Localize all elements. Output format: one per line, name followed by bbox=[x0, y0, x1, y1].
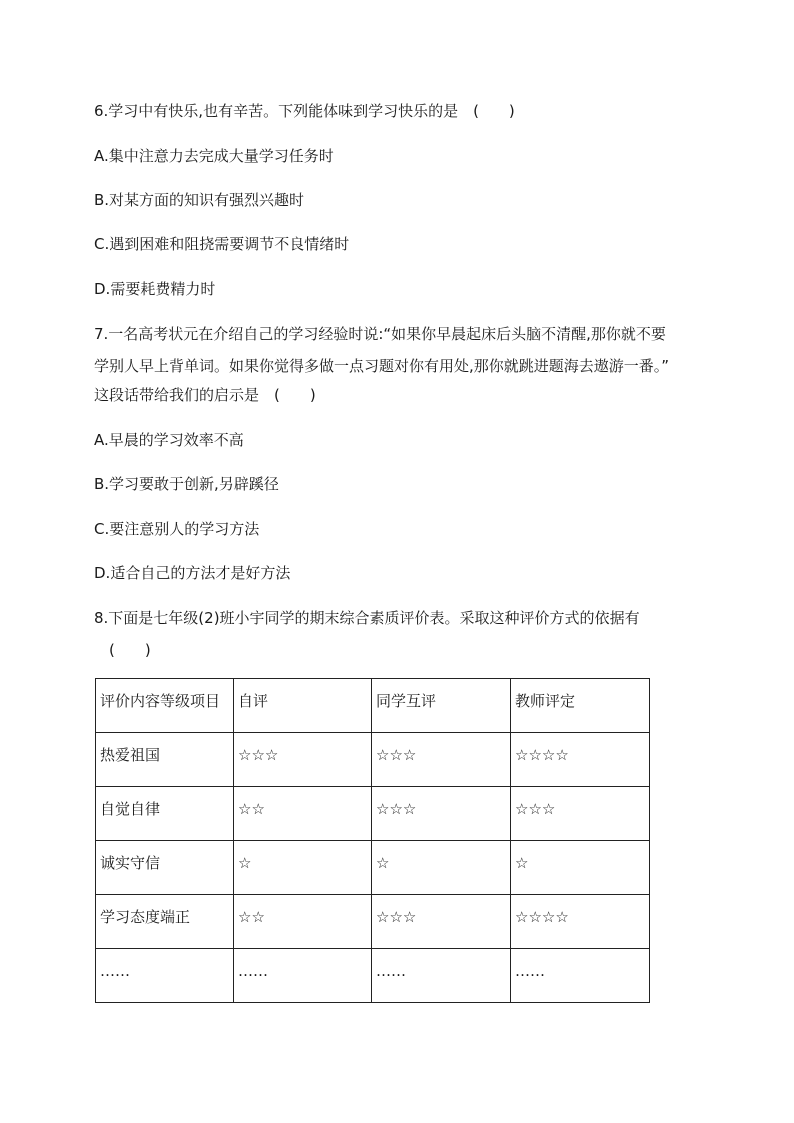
table-cell-rating: ☆☆☆ bbox=[372, 895, 511, 949]
question-7-stem-line-1: 7.一名高考状元在介绍自己的学习经验时说:“如果你早晨起床后头脑不清醒,那你就不要 bbox=[94, 325, 666, 343]
table-header-row bbox=[96, 679, 650, 733]
table-cell-rating: ☆ bbox=[511, 841, 650, 895]
table-header-cell: 评价内容等级项目 bbox=[96, 679, 234, 733]
table-cell-rating: ☆☆ bbox=[234, 895, 372, 949]
question-8-stem-line-2: ( ) bbox=[94, 641, 151, 659]
table-row bbox=[96, 841, 650, 895]
table-cell-rating: ☆ bbox=[234, 841, 372, 895]
table-row bbox=[96, 733, 650, 787]
table-header-cell: 同学互评 bbox=[372, 679, 511, 733]
table-cell-ellipsis: …… bbox=[372, 949, 511, 1003]
table-cell-rating: ☆☆☆ bbox=[511, 787, 650, 841]
question-7-option-b[interactable]: B.学习要敢于创新,另辟蹊径 bbox=[94, 475, 279, 493]
question-6-option-c[interactable]: C.遇到困难和阻挠需要调节不良情绪时 bbox=[94, 235, 350, 253]
table-row bbox=[96, 949, 650, 1003]
question-6-option-b[interactable]: B.对某方面的知识有强烈兴趣时 bbox=[94, 191, 305, 209]
evaluation-table bbox=[95, 678, 650, 1003]
question-6-stem: 6.学习中有快乐,也有辛苦。下列能体味到学习快乐的是 ( ) bbox=[94, 102, 515, 120]
question-6-option-a[interactable]: A.集中注意力去完成大量学习任务时 bbox=[94, 147, 334, 165]
table-header-cell: 教师评定 bbox=[511, 679, 650, 733]
table-cell-rating: ☆☆☆☆ bbox=[511, 733, 650, 787]
question-7-stem-line-2: 学别人早上背单词。如果你觉得多做一点习题对你有用处,那你就跳进题海去遨游一番。” bbox=[94, 357, 670, 375]
question-7-option-a[interactable]: A.早晨的学习效率不高 bbox=[94, 431, 244, 449]
question-8-stem-line-1: 8.下面是七年级(2)班小宇同学的期末综合素质评价表。采取这种评价方式的依据有 bbox=[94, 609, 640, 627]
table-cell-item: 学习态度端正 bbox=[96, 895, 234, 949]
table-cell-rating: ☆ bbox=[372, 841, 511, 895]
table-cell-item: 热爱祖国 bbox=[96, 733, 234, 787]
question-7-stem-line-3: 这段话带给我们的启示是 ( ) bbox=[94, 386, 316, 404]
table-header-cell: 自评 bbox=[234, 679, 372, 733]
table-cell-ellipsis: …… bbox=[234, 949, 372, 1003]
table-row bbox=[96, 787, 650, 841]
table-cell-rating: ☆☆ bbox=[234, 787, 372, 841]
question-7-option-d[interactable]: D.适合自己的方法才是好方法 bbox=[94, 564, 291, 582]
table-cell-rating: ☆☆☆☆ bbox=[511, 895, 650, 949]
table-cell-item: 自觉自律 bbox=[96, 787, 234, 841]
question-6-option-d[interactable]: D.需要耗费精力时 bbox=[94, 280, 216, 298]
table-cell-ellipsis: …… bbox=[511, 949, 650, 1003]
question-7-option-c[interactable]: C.要注意别人的学习方法 bbox=[94, 520, 260, 538]
table-cell-rating: ☆☆☆ bbox=[234, 733, 372, 787]
table-cell-item: 诚实守信 bbox=[96, 841, 234, 895]
table-cell-rating: ☆☆☆ bbox=[372, 787, 511, 841]
table-cell-item: …… bbox=[96, 949, 234, 1003]
table-cell-rating: ☆☆☆ bbox=[372, 733, 511, 787]
table-row bbox=[96, 895, 650, 949]
